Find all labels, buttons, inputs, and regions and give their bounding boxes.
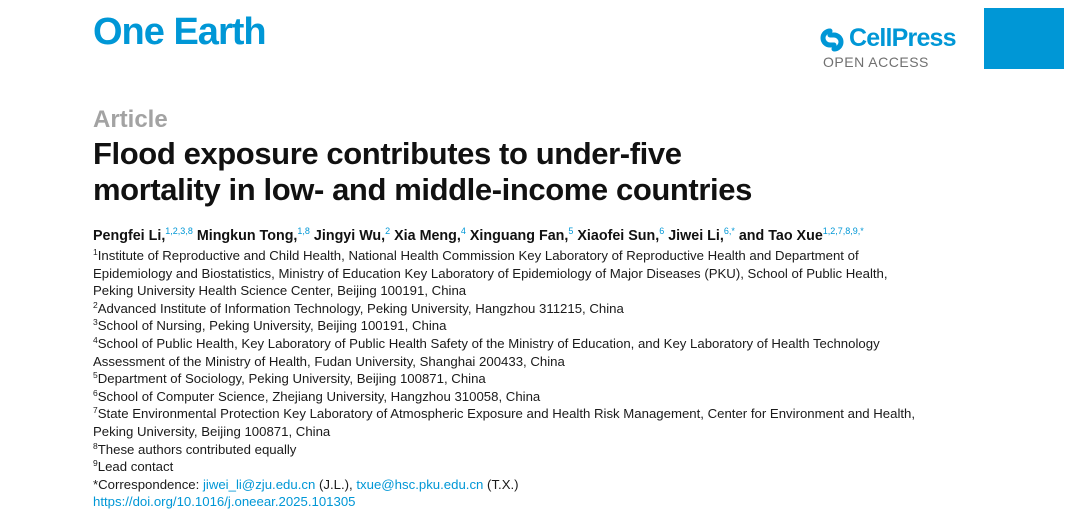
affiliation-number: 5 xyxy=(93,370,98,381)
author-name: Jiwei Li, xyxy=(668,228,724,244)
affiliation-number: 4 xyxy=(93,334,98,345)
affiliation-text: School of Public Health, Key Laboratory of Public Health Safety of the Ministry of Education, and Key Laboratory of Health Technology xyxy=(97,335,880,351)
email-link-tao-xue[interactable]: txue@hsc.pku.edu.cn xyxy=(356,476,484,492)
affiliation-text: Advanced Institute of Information Technology, Peking University, Hangzhou 311215, China xyxy=(97,300,624,316)
affiliation-1-cont: Peking University Health Science Center, Beijing 100191, China xyxy=(93,283,467,299)
affiliation-text: Lead contact xyxy=(97,459,174,475)
affiliation-3 xyxy=(93,317,915,335)
paper-title-line: Flood exposure contributes to under-five xyxy=(93,136,682,171)
author-marks[interactable]: 6 xyxy=(659,226,665,236)
correspondence-initials: (T.X.) xyxy=(483,476,519,492)
affiliation-text: Department of Sociology, Peking University, Beijing 100871, China xyxy=(97,371,486,387)
affiliation-number: 9 xyxy=(93,458,98,469)
article-type-label: Article xyxy=(93,106,168,133)
affiliation-number: 3 xyxy=(93,317,98,328)
affiliation-number: 6 xyxy=(93,387,98,398)
affiliation-list xyxy=(93,247,915,511)
affiliation-text: Institute of Reproductive and Child Health, National Health Commission Key Laboratory of Reproductive Health and Department of xyxy=(97,248,859,263)
author-marks[interactable]: 2 xyxy=(385,226,391,236)
author-marks[interactable]: 5 xyxy=(568,226,574,236)
correspondence-prefix: *Correspondence: xyxy=(93,476,203,492)
corner-color-block xyxy=(984,8,1064,69)
paper-title xyxy=(93,136,752,208)
author-name: Jingyi Wu, xyxy=(313,228,386,244)
author-list xyxy=(93,228,864,244)
affiliation-number: 8 xyxy=(93,440,98,451)
author-name: Xiaofei Sun, xyxy=(577,228,660,244)
affiliation-text: School of Nursing, Peking University, Beijing 100191, China xyxy=(97,318,447,334)
journal-title: One Earth xyxy=(93,11,266,53)
affiliation-text: These authors contributed equally xyxy=(97,441,297,457)
author-name: Xinguang Fan, xyxy=(469,228,569,244)
publisher-name: CellPress xyxy=(849,24,956,52)
affiliation-2 xyxy=(93,300,915,318)
open-access-label: OPEN ACCESS xyxy=(823,54,929,70)
author-name: Xia Meng, xyxy=(394,228,461,244)
correspondence xyxy=(93,476,915,494)
affiliation-9 xyxy=(93,458,915,476)
paper-title-line: mortality in low- and middle-income countries xyxy=(93,172,752,207)
author-marks[interactable]: 4 xyxy=(460,226,466,236)
affiliation-1-cont: Epidemiology and Biostatistics, Ministry of Education Key Laboratory of Epidemiology of Major Diseases (PKU), School of Public Health, xyxy=(93,265,888,281)
affiliation-4 xyxy=(93,335,915,353)
affiliation-4-cont: Assessment of the Ministry of Health, Fudan University, Shanghai 200433, China xyxy=(93,353,565,369)
affiliation-8 xyxy=(93,441,915,459)
affiliation-5 xyxy=(93,370,915,388)
affiliation-6 xyxy=(93,388,915,406)
correspondence-initials: (J.L.), xyxy=(315,476,357,492)
email-link-jiwei-li[interactable]: jiwei_li@zju.edu.cn xyxy=(202,476,316,492)
affiliation-1 xyxy=(93,247,915,265)
author-marks[interactable]: 1,8 xyxy=(297,226,310,236)
affiliation-7-cont: Peking University, Beijing 100871, China xyxy=(93,423,331,439)
author-name: Mingkun Tong, xyxy=(196,228,298,244)
author-marks[interactable]: 1,2,7,8,9,* xyxy=(822,226,864,236)
affiliation-text: State Environmental Protection Key Laboratory of Atmospheric Exposure and Health Risk Management, Center for Environment and Health, xyxy=(97,406,916,422)
author-name: Pengfei Li, xyxy=(93,228,166,244)
author-marks[interactable]: 6,* xyxy=(723,226,735,236)
affiliation-number: 7 xyxy=(93,405,98,416)
affiliation-7 xyxy=(93,405,915,423)
author-marks[interactable]: 1,2,3,8 xyxy=(165,226,193,236)
cellpress-logo[interactable] xyxy=(817,24,967,74)
affiliation-number: 2 xyxy=(93,299,98,310)
affiliation-text: School of Computer Science, Zhejiang University, Hangzhou 310058, China xyxy=(97,388,541,404)
cellpress-link-icon xyxy=(817,27,847,53)
doi-link[interactable]: https://doi.org/10.1016/j.oneear.2025.101305 xyxy=(93,494,356,510)
affiliation-number: 1 xyxy=(93,247,98,257)
author-name: and Tao Xue xyxy=(738,228,823,244)
